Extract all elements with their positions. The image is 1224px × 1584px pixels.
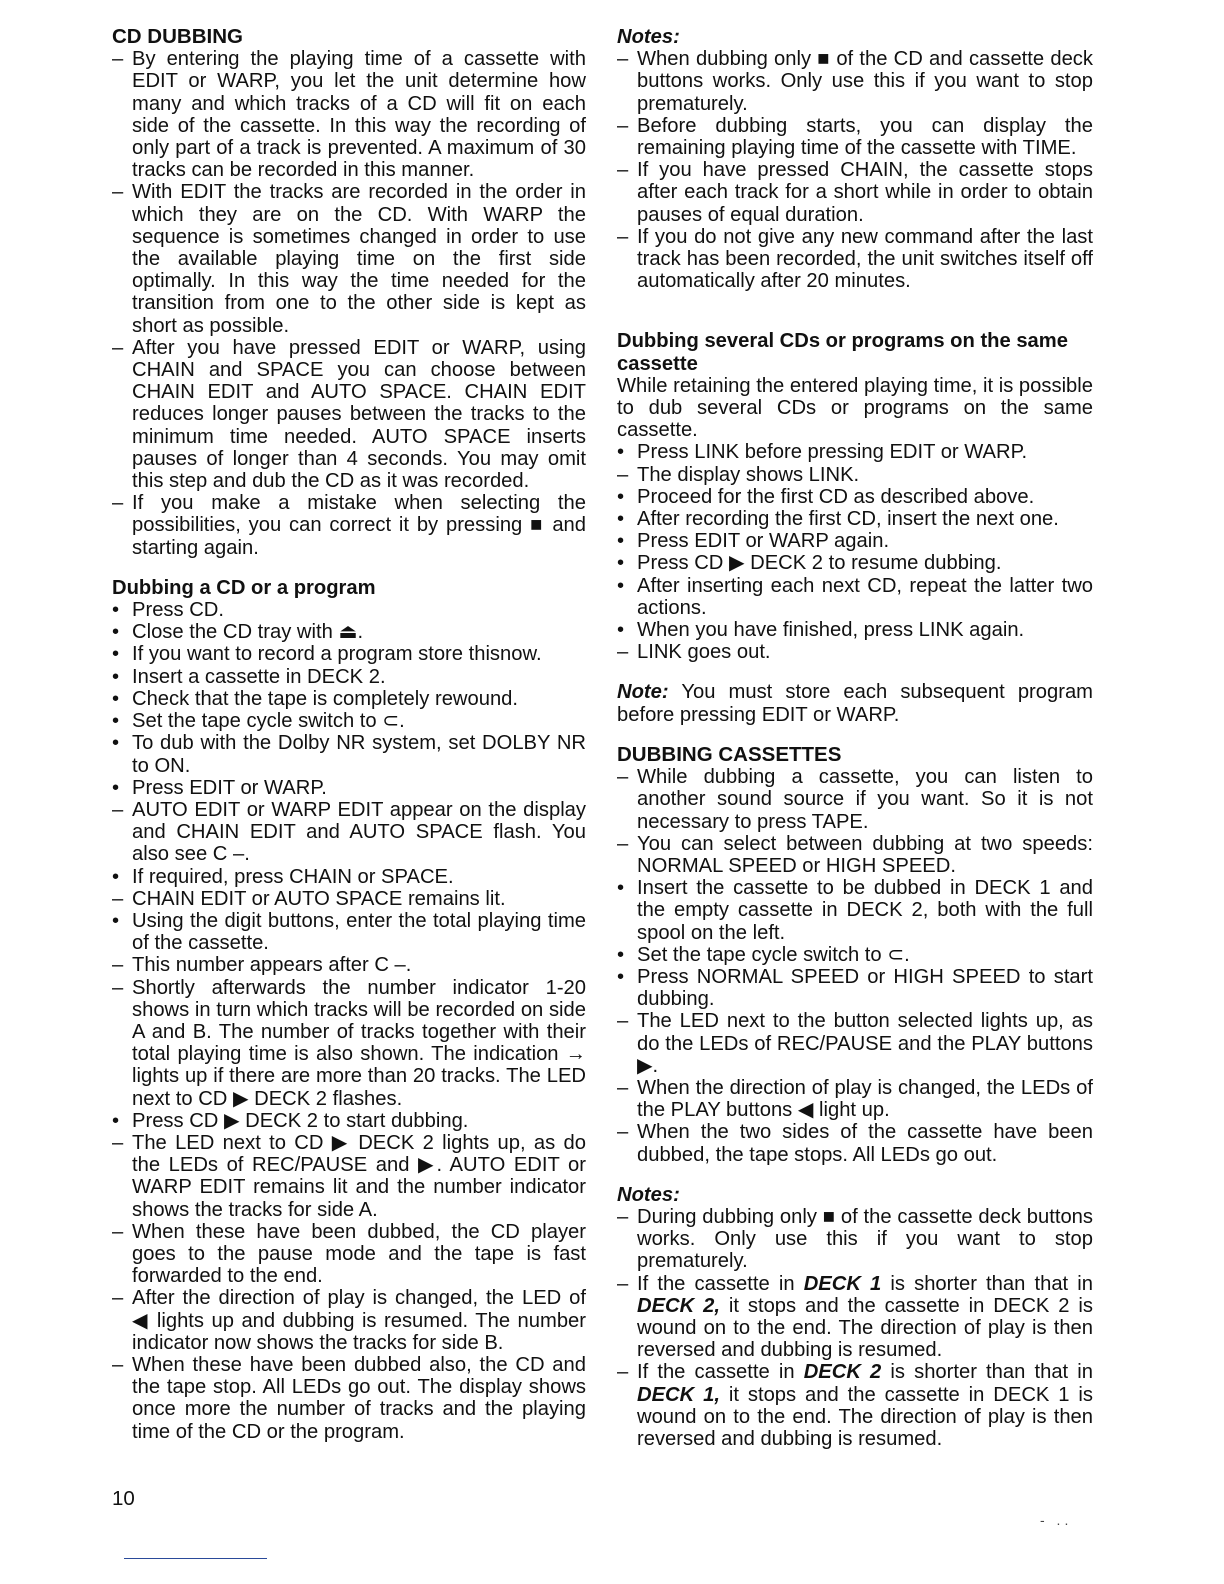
dash-item: [112, 799, 586, 866]
footer-rule: [124, 1558, 267, 1559]
bullet-marker: •: [617, 965, 625, 988]
bullet-item: [617, 575, 1093, 619]
dash-marker: –: [112, 887, 124, 910]
dash-marker: –: [617, 114, 629, 137]
bullet-item: [112, 866, 586, 888]
subsection-heading: Dubbing a CD or a program: [112, 576, 376, 599]
dash-marker: –: [617, 641, 629, 664]
item-text: Insert the cassette to be dubbed in DECK 1 and the empty cassette in DECK 2, both with the full spool on the left.: [637, 877, 1093, 944]
dash-item: [617, 1077, 1093, 1121]
bullet-item: [617, 966, 1093, 1010]
dash-item: [112, 181, 586, 336]
dash-item: [112, 1221, 586, 1288]
bullet-item: [112, 643, 586, 665]
item-text: When you have finished, press LINK again.: [637, 619, 1025, 642]
dash-marker: –: [112, 1353, 124, 1376]
dash-item: [112, 1287, 586, 1354]
item-text: When the two sides of the cassette have been dubbed, the tape stops. All LEDs go out.: [637, 1121, 1093, 1166]
dash-marker: –: [112, 976, 124, 999]
item-text: After inserting each next CD, repeat the latter two actions.: [637, 574, 1093, 619]
item-text: Proceed for the first CD as described above.: [637, 485, 1035, 508]
item-text: Insert a cassette in DECK 2.: [132, 665, 386, 688]
page-number: 10: [112, 1487, 135, 1510]
item-text: While dubbing a cassette, you can listen to another sound source if you want. So it is not necessary to press TAPE.: [637, 766, 1093, 833]
bullet-marker: •: [112, 687, 120, 710]
item-text: When these have been dubbed also, the CD and the tape stop. All LEDs go out. The display shows once more the number of tracks and the playing time of the CD or the program.: [132, 1353, 586, 1443]
bullet-item: [617, 944, 1093, 966]
item-text: Set the tape cycle switch to ⊂.: [132, 710, 405, 733]
item-text: it stops and the cassette in DECK 2 is wound on to the end. The direction of play is then reversed and dubbing is resumed.: [637, 1294, 1093, 1362]
item-text: Check that the tape is completely rewound.: [132, 687, 519, 710]
item-text: If the cassette in: [637, 1272, 804, 1295]
item-text: After you have pressed EDIT or WARP, using CHAIN and SPACE you can choose between CHAIN EDIT and AUTO SPACE. CHAIN EDIT reduces longer pauses between the tracks to the minimum time needed. AUTO SPACE inserts pauses of longer than 4 seconds. You may omit this step and dub the CD as it was recorded.: [132, 336, 586, 493]
item-text: When the direction of play is changed, the LEDs of the PLAY buttons ◀ light up.: [637, 1076, 1093, 1122]
dash-marker: –: [617, 225, 629, 248]
bullet-marker: •: [112, 665, 120, 688]
item-text: After the direction of play is changed, the LED of ◀ lights up and dubbing is resumed. The number indicator now shows the tracks for side B.: [132, 1287, 586, 1354]
bullet-marker: •: [112, 1109, 120, 1132]
item-text: With EDIT the tracks are recorded in the order in which they are on the CD. With WARP the sequence is sometimes changed in order to use the available playing time on the first side optimally. In this way the time needed for the transition from one to the other side is kept as short as possible.: [132, 181, 586, 337]
item-text: You can select between dubbing at two speeds: NORMAL SPEED or HIGH SPEED.: [637, 832, 1093, 877]
bullet-marker: •: [617, 943, 625, 966]
item-text: it stops and the cassette in DECK 1 is wound on to the end. The direction of play is then reversed and dubbing is resumed.: [637, 1383, 1093, 1450]
bullet-item: [112, 688, 586, 710]
bullet-marker: •: [112, 732, 120, 755]
dash-item: [617, 1361, 1093, 1450]
dash-marker: –: [112, 1220, 124, 1243]
subsection-heading: Dubbing several CDs or programs on the same cassette: [617, 330, 1068, 375]
dash-marker: –: [112, 48, 124, 71]
item-text: By entering the playing time of a cassette with EDIT or WARP, you let the unit determine how many and which tracks of a CD will fit on each side of the cassette. In this way the recording of only part of a track is prevented. A maximum of 30 tracks can be recorded in this manner.: [132, 48, 586, 182]
bullet-marker: •: [617, 485, 625, 508]
item-text: During dubbing only ■ of the cassette deck buttons works. Only use this if you want to stop prematurely.: [637, 1205, 1093, 1273]
section-gap: [112, 559, 586, 577]
bullet-marker: •: [617, 441, 625, 464]
bullet-item: [617, 486, 1093, 508]
item-text: The LED next to the button selected lights up, as do the LEDs of REC/PAUSE and the PLAY buttons ▶.: [637, 1010, 1093, 1077]
bullet-item: [617, 530, 1093, 552]
dash-item: [112, 954, 586, 976]
item-text: When these have been dubbed, the CD player goes to the pause mode and the tape is fast forwarded to the end.: [132, 1220, 586, 1288]
dash-item: [112, 48, 586, 181]
item-text: Shortly afterwards the number indicator 1-20 shows in turn which tracks will be recorded on side A and B. The number of tracks together with their total playing time is also shown. The indication → lights up if there are more than 20 tracks. The LED next to CD ▶ DECK 2 flashes.: [132, 976, 586, 1110]
corner-mark: - ..: [1040, 1512, 1073, 1528]
dash-marker: –: [112, 798, 124, 821]
item-text: If you make a mistake when selecting the possibilities, you can correct it by pressing ■ and starting again.: [132, 492, 586, 559]
dash-item: [617, 159, 1093, 226]
item-text: is shorter than that in: [881, 1361, 1093, 1384]
bullet-item: [112, 599, 586, 621]
item-text: Using the digit buttons, enter the total playing time of the cassette.: [132, 909, 586, 955]
item-text: Press CD.: [132, 599, 224, 622]
note-text: You must store each subsequent program before pressing EDIT or WARP.: [617, 681, 1093, 726]
section-gap: [617, 663, 1093, 681]
deck-label: DECK 1: [803, 1272, 882, 1295]
item-text: Press CD ▶ DECK 2 to start dubbing.: [132, 1109, 469, 1132]
bullet-marker: •: [112, 776, 120, 799]
item-text: LINK goes out.: [637, 641, 771, 664]
bullet-item: [112, 621, 586, 643]
item-text: If you do not give any new command after the last track has been recorded, the unit switches itself off automatically after 20 minutes.: [637, 225, 1093, 293]
item-text: If required, press CHAIN or SPACE.: [132, 865, 454, 888]
bullet-marker: •: [112, 865, 120, 888]
bullet-marker: •: [617, 574, 625, 597]
item-text: When dubbing only ■ of the CD and cassette deck buttons works. Only use this if you want to stop prematurely.: [637, 48, 1093, 115]
item-text: Set the tape cycle switch to ⊂.: [637, 943, 910, 966]
dash-marker: –: [112, 1287, 124, 1310]
item-text: If the cassette in: [637, 1361, 804, 1384]
dash-item: [617, 641, 1093, 663]
item-text: The display shows LINK.: [637, 463, 860, 486]
dash-item: [617, 833, 1093, 877]
dash-marker: –: [617, 1272, 629, 1295]
dash-item: [617, 1010, 1093, 1077]
item-text: is shorter than that in: [881, 1272, 1093, 1295]
note-label: Note:: [617, 681, 669, 704]
dash-marker: –: [617, 1010, 629, 1033]
item-text: CHAIN EDIT or AUTO SPACE remains lit.: [132, 887, 506, 910]
dash-marker: –: [112, 336, 124, 359]
section-heading: CD DUBBING: [112, 25, 243, 48]
deck-label: DECK 2,: [637, 1294, 720, 1317]
dash-item: [112, 337, 586, 492]
bullet-marker: •: [112, 909, 120, 932]
bullet-marker: •: [112, 643, 120, 666]
dash-marker: –: [617, 1205, 629, 1228]
bullet-item: [112, 666, 586, 688]
dash-marker: –: [112, 492, 124, 515]
item-text: AUTO EDIT or WARP EDIT appear on the display and CHAIN EDIT and AUTO SPACE flash. You also see C –.: [132, 798, 586, 866]
dash-marker: –: [617, 463, 629, 486]
item-text: If you have pressed CHAIN, the cassette stops after each track for a short while in order to obtain pauses of equal duration.: [637, 159, 1093, 226]
item-text: The LED next to CD ▶ DECK 2 lights up, as do the LEDs of REC/PAUSE and ▶. AUTO EDIT or WARP EDIT remains lit and the number indicator shows the tracks for side A.: [132, 1131, 586, 1221]
note-paragraph: [617, 681, 1093, 725]
bullet-item: [617, 877, 1093, 944]
item-text: If you want to record a program store thisnow.: [132, 643, 542, 666]
dash-marker: –: [112, 954, 124, 977]
dash-item: [617, 48, 1093, 115]
dash-marker: –: [617, 1121, 629, 1144]
bullet-marker: •: [112, 710, 120, 733]
dash-marker: –: [617, 48, 629, 71]
notes-heading: Notes:: [617, 1183, 680, 1206]
item-text: After recording the first CD, insert the next one.: [637, 508, 1059, 531]
bullet-item: [617, 552, 1093, 574]
item-text: Before dubbing starts, you can display the remaining playing time of the cassette with TIME.: [637, 114, 1093, 160]
item-text: Press EDIT or WARP again.: [637, 530, 890, 553]
bullet-item: [617, 441, 1093, 463]
bullet-item: [112, 910, 586, 954]
item-text: Press CD ▶ DECK 2 to resume dubbing.: [637, 552, 1002, 575]
dash-marker: –: [617, 1076, 629, 1099]
item-text: Press EDIT or WARP.: [132, 776, 327, 799]
dash-item: [112, 1132, 586, 1221]
bullet-item: [112, 1110, 586, 1132]
item-text: To dub with the Dolby NR system, set DOLBY NR to ON.: [132, 732, 586, 777]
dash-item: [617, 226, 1093, 293]
dash-item: [617, 1121, 1093, 1165]
paragraph: While retaining the entered playing time, it is possible to dub several CDs or programs on the same cassette.: [617, 374, 1093, 442]
item-text: Close the CD tray with ⏏.: [132, 621, 364, 644]
left-column: [112, 26, 586, 1443]
bullet-item: [617, 508, 1093, 530]
dash-item: [617, 766, 1093, 833]
bullet-marker: •: [112, 621, 120, 644]
section-gap: [617, 292, 1093, 330]
dash-item: [112, 977, 586, 1110]
bullet-marker: •: [617, 877, 625, 900]
dash-item: [617, 115, 1093, 159]
item-text: Press NORMAL SPEED or HIGH SPEED to start dubbing.: [637, 965, 1093, 1011]
bullet-marker: •: [112, 599, 120, 622]
dash-item: [112, 492, 586, 559]
dash-item: [617, 1206, 1093, 1273]
bullet-item: [112, 777, 586, 799]
item-text: Press LINK before pressing EDIT or WARP.: [637, 441, 1028, 464]
right-column: [617, 26, 1093, 1450]
bullet-item: [112, 710, 586, 732]
section-gap: [617, 1166, 1093, 1184]
bullet-marker: •: [617, 530, 625, 553]
dash-item: [112, 888, 586, 910]
dash-item: [617, 1273, 1093, 1362]
dash-marker: –: [617, 1361, 629, 1384]
dash-item: [617, 464, 1093, 486]
section-heading: DUBBING CASSETTES: [617, 742, 842, 766]
bullet-marker: •: [617, 619, 625, 642]
bullet-item: [112, 732, 586, 776]
bullet-marker: •: [617, 552, 625, 575]
section-gap: [617, 726, 1093, 744]
item-text: This number appears after C –.: [132, 954, 412, 977]
dash-marker: –: [617, 832, 629, 855]
bullet-marker: •: [617, 508, 625, 531]
bullet-item: [617, 619, 1093, 641]
dash-marker: –: [112, 1131, 124, 1154]
deck-label: DECK 1,: [637, 1383, 720, 1406]
dash-marker: –: [617, 159, 629, 182]
dash-marker: –: [617, 766, 629, 789]
dash-marker: –: [112, 181, 124, 204]
deck-label: DECK 2: [803, 1361, 882, 1384]
notes-heading: Notes:: [617, 26, 680, 48]
dash-item: [112, 1354, 586, 1443]
